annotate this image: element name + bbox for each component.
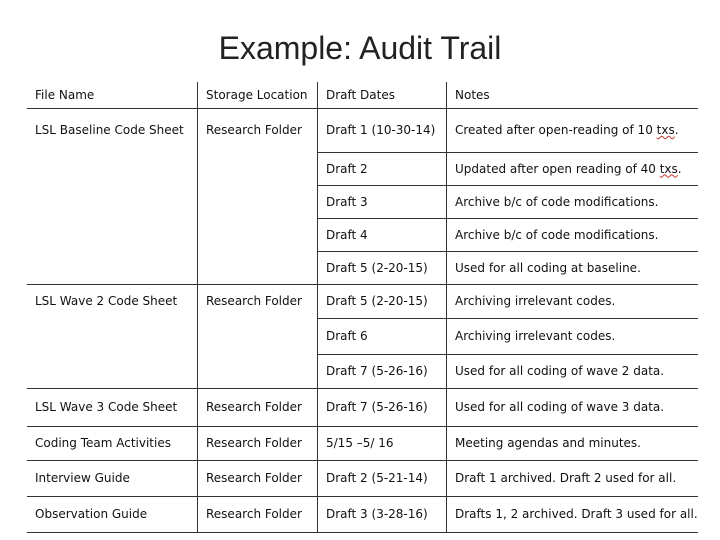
cell-notes: Archiving irrelevant codes.: [447, 318, 699, 354]
cell-notes: Draft 1 archived. Draft 2 used for all.: [447, 460, 699, 496]
cell-file-name: Observation Guide: [27, 496, 198, 532]
cell-file-name: [27, 185, 198, 218]
table-row: [27, 426, 698, 460]
header-notes: Notes: [447, 82, 699, 108]
cell-storage-location: [198, 318, 318, 354]
cell-draft-date: Draft 2: [318, 152, 447, 185]
table-row: [27, 496, 698, 532]
cell-storage-location: [198, 218, 318, 251]
cell-draft-date: Draft 1 (10-30-14): [318, 108, 447, 152]
cell-draft-date: 5/15 –5/ 16: [318, 426, 447, 460]
table-row: [27, 284, 698, 318]
table-row: [27, 152, 698, 185]
cell-storage-location: Research Folder: [198, 460, 318, 496]
cell-storage-location: Research Folder: [198, 426, 318, 460]
cell-notes: Meeting agendas and minutes.: [447, 426, 699, 460]
cell-file-name: [27, 318, 198, 354]
cell-draft-date: Draft 4: [318, 218, 447, 251]
audit-trail-table: [27, 82, 698, 533]
table-row: [27, 318, 698, 354]
cell-storage-location: Research Folder: [198, 284, 318, 318]
cell-draft-date: Draft 3: [318, 185, 447, 218]
cell-draft-date: Draft 2 (5-21-14): [318, 460, 447, 496]
cell-notes: [447, 108, 699, 152]
cell-draft-date: Draft 7 (5-26-16): [318, 354, 447, 388]
cell-storage-location: [198, 251, 318, 284]
cell-file-name: LSL Wave 2 Code Sheet: [27, 284, 198, 318]
note-misspelled-word: txs: [659, 161, 678, 176]
table-row: [27, 460, 698, 496]
cell-file-name: [27, 354, 198, 388]
table-row: [27, 354, 698, 388]
cell-notes: Used for all coding of wave 3 data.: [447, 388, 699, 426]
note-punctuation: .: [674, 123, 679, 137]
cell-storage-location: Research Folder: [198, 108, 318, 152]
table-row: [27, 218, 698, 251]
cell-storage-location: [198, 152, 318, 185]
cell-notes: Drafts 1, 2 archived. Draft 3 used for all.: [447, 496, 699, 532]
cell-storage-location: [198, 185, 318, 218]
cell-file-name: [27, 152, 198, 185]
note-punctuation: .: [677, 161, 682, 176]
cell-notes: Used for all coding at baseline.: [447, 251, 699, 284]
header-storage-location: Storage Location: [198, 82, 318, 108]
cell-file-name: LSL Baseline Code Sheet: [27, 108, 198, 152]
table-row: [27, 108, 698, 152]
table-row: [27, 185, 698, 218]
cell-draft-date: Draft 3 (3-28-16): [318, 496, 447, 532]
cell-file-name: Interview Guide: [27, 460, 198, 496]
cell-storage-location: [198, 354, 318, 388]
table-row: [27, 388, 698, 426]
cell-file-name: Coding Team Activities: [27, 426, 198, 460]
header-file-name: File Name: [27, 82, 198, 108]
cell-draft-date: Draft 6: [318, 318, 447, 354]
header-draft-dates: Draft Dates: [318, 82, 447, 108]
cell-draft-date: Draft 7 (5-26-16): [318, 388, 447, 426]
cell-file-name: [27, 251, 198, 284]
note-text: Created after open-reading of 10: [455, 123, 657, 137]
cell-file-name: LSL Wave 3 Code Sheet: [27, 388, 198, 426]
cell-notes: Archive b/c of code modifications.: [447, 185, 699, 218]
cell-notes: Used for all coding of wave 2 data.: [447, 354, 699, 388]
cell-file-name: [27, 218, 198, 251]
cell-draft-date: Draft 5 (2-20-15): [318, 251, 447, 284]
table-header-row: [27, 82, 698, 108]
cell-notes: Archive b/c of code modifications.: [447, 218, 699, 251]
cell-notes: Archiving irrelevant codes.: [447, 284, 699, 318]
cell-storage-location: Research Folder: [198, 388, 318, 426]
cell-notes: [447, 152, 699, 185]
note-misspelled-word: txs: [656, 123, 675, 137]
cell-storage-location: Research Folder: [198, 496, 318, 532]
cell-draft-date: Draft 5 (2-20-15): [318, 284, 447, 318]
table-row: [27, 251, 698, 284]
note-text: Updated after open reading of 40: [455, 161, 660, 176]
page-title: Example: Audit Trail: [218, 30, 502, 66]
